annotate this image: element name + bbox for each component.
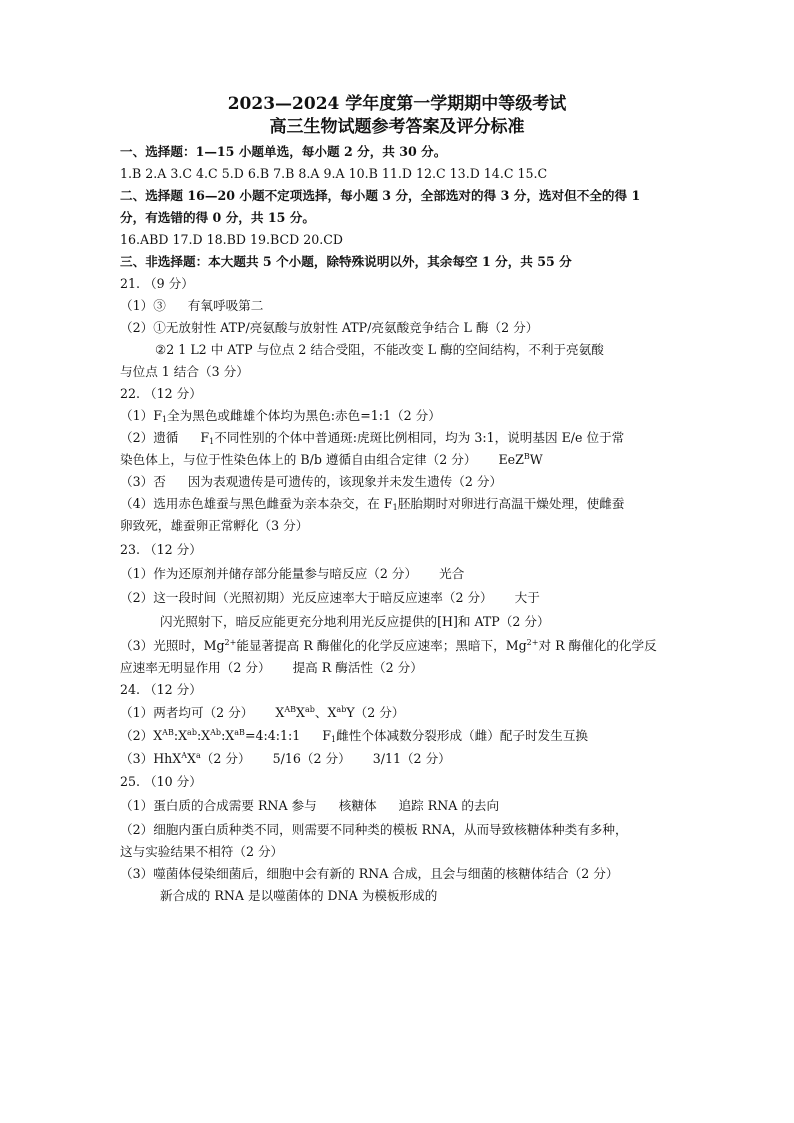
q22-part3-b: 因为表观遗传是可遗传的，该现象并未发生遗传（2 分） <box>187 474 503 489</box>
q22-part2-cont <box>120 451 543 469</box>
q22-part4-sub: 1 <box>392 503 398 512</box>
q22-part1-sub: 1 <box>161 415 168 424</box>
q22-part1-a: （1）F <box>120 408 162 423</box>
q24-p2-c: :X <box>196 728 211 743</box>
q25-part1-b: 核糖体 <box>338 798 377 813</box>
q23-part2-a: （2）这一段时间（光照初期）光反应速率大于暗反应速率（2 分） <box>120 590 493 605</box>
q24-geno-y: Y（2 分） <box>346 705 405 720</box>
q24-part2 <box>120 727 588 745</box>
q21-header: 21. （9 分） <box>120 276 194 291</box>
q23-part3-a: （3）光照时，Mg <box>120 638 225 653</box>
q22-part1 <box>120 407 441 425</box>
q24-p2-b: :X <box>173 728 188 743</box>
q23-part2 <box>120 589 540 607</box>
q25-part3: （3）噬菌体侵染细菌后，细胞中会有新的 RNA 合成，且会与细菌的核糖体结合（2 分） <box>120 866 619 881</box>
q25-part3-cont: 新合成的 RNA 是以噬菌体的 DNA 为模板形成的 <box>160 888 438 903</box>
q24-geno-x2: X <box>296 705 305 720</box>
q24-p2-f: F <box>322 728 332 743</box>
q21-part2: （2）①无放射性 ATP/亮氨酸与放射性 ATP/亮氨酸竞争结合 L 酶（2 分） <box>120 320 539 335</box>
q24-p2-sup3: Ab <box>210 728 222 737</box>
q22-header: 22. （12 分） <box>120 386 202 401</box>
q22-genotype-b: W <box>529 452 543 467</box>
q25-part1-c: 追踪 RNA 的去向 <box>398 798 500 813</box>
q21-part2-cont: ②2 1 L2 中 ATP 与位点 2 结合受阻，不能改变 L 酶的空间结构，不利于亮氨酸 <box>155 342 604 357</box>
q23-part1-b: 光合 <box>439 566 465 581</box>
q23-part3-sup1: 2+ <box>224 638 237 647</box>
q22-part2 <box>120 429 624 447</box>
q23-part3-b: 能显著提高 R 酶催化的化学反应速率；黑暗下，Mg <box>236 638 527 653</box>
q24-p3-a: （3）HhX <box>120 751 182 766</box>
q22-part4-b: 胚胎期时对卵进行高温干燥处理，使雌蚕 <box>397 496 625 511</box>
q22-genotype-a: EeZ <box>498 452 524 467</box>
q24-geno-x1: X <box>275 705 285 720</box>
q22-part2-b: F <box>200 430 210 445</box>
q22-part4-a: （4）选用赤色雄蚕与黑色雌蚕为亲本杂交，在 F <box>120 496 393 511</box>
section3-heading: 三、非选择题：本大题共 5 个小题，除特殊说明以外，其余每空 1 分，共 55 分 <box>120 254 572 269</box>
q24-header: 24. （12 分） <box>120 682 202 697</box>
q24-part1-a: （1）两者均可（2 分） <box>120 705 254 720</box>
q24-geno-sup2: ab <box>304 705 315 714</box>
q25-part1 <box>120 797 499 815</box>
q22-part4 <box>120 495 624 513</box>
q24-p2-sup2: ab <box>187 728 197 737</box>
q23-part2-b: 大于 <box>514 590 540 605</box>
q22-genotype-sup: B <box>523 452 530 461</box>
q24-part3 <box>120 750 451 768</box>
q23-header: 23. （12 分） <box>120 542 202 557</box>
q24-p3-c: （2 分） <box>200 751 251 766</box>
q23-part2-cont: 闪光照射下，暗反应能更充分地利用光反应提供的[H]和 ATP（2 分） <box>160 614 550 629</box>
section1-answers: 1.B 2.A 3.C 4.C 5.D 6.B 7.B 8.A 9.A 10.B 11.D 12.C 13.D 14.C 15.C <box>120 166 548 181</box>
q23-part3-cont <box>120 659 423 677</box>
q22-part2-c: 不同性别的个体中普通斑:虎斑比例相同，均为 3:1，说明基因 E/e 位于常 <box>214 430 625 445</box>
q21-part1 <box>120 297 263 315</box>
q25-part2-cont: 这与实验结果不相符（2 分） <box>120 844 284 859</box>
section2-answers: 16.ABD 17.D 18.BD 19.BCD 20.CD <box>120 232 344 247</box>
q22-part3 <box>120 473 502 491</box>
q22-part2-cont-a: 染色体上，与位于性染色体上的 B/b 遵循自由组合定律（2 分） <box>120 452 477 467</box>
q24-p2-a: （2）X <box>120 728 163 743</box>
page-title: 2023—2024 学年度第一学期期中等级考试 <box>227 94 567 114</box>
q24-part1 <box>120 704 404 722</box>
section1-heading: 一、选择题：1—15 小题单选，每小题 2 分，共 30 分。 <box>120 144 447 159</box>
q24-p3-e: 3/11（2 分） <box>372 751 451 766</box>
q23-part1-a: （1）作为还原剂并储存部分能量参与暗反应（2 分） <box>120 566 418 581</box>
q25-header: 25. （10 分） <box>120 774 202 789</box>
q22-part2-a: （2）遗循 <box>120 430 179 445</box>
q25-part1-a: （1）蛋白质的合成需要 RNA 参与 <box>120 798 317 813</box>
q22-part2-sub: 1 <box>209 437 215 446</box>
q24-p2-g: 雌性个体减数分裂形成（雌）配子时发生互换 <box>336 728 588 743</box>
q24-p2-ratio: =4:4:1:1 <box>244 728 301 743</box>
section2-heading-line2: 分，有选错的得 0 分，共 15 分。 <box>120 210 315 225</box>
q23-part3-c: 对 R 酶催化的化学反 <box>538 638 657 653</box>
q22-part3-a: （3）否 <box>120 474 166 489</box>
q24-geno-x3: 、X <box>314 705 337 720</box>
q23-part1 <box>120 565 464 583</box>
q22-part4-cont: 卵致死，雄蚕卵正常孵化（3 分） <box>120 518 309 533</box>
section2-heading-line1: 二、选择题 16—20 小题不定项选择，每小题 3 分，全部选对的得 3 分，选对但不全的得 1 <box>120 188 641 203</box>
q24-geno-sup1: AB <box>284 705 296 714</box>
q24-p2-sup1: AB <box>162 728 174 737</box>
q24-p2-sub: 1 <box>331 735 337 744</box>
q24-p2-sup4: aB <box>234 728 245 737</box>
q21-part2-end: 与位点 1 结合（3 分） <box>120 364 249 379</box>
q25-part2: （2）细胞内蛋白质种类不同，则需要不同种类的模板 RNA，从而导致核糖体种类有多种， <box>120 822 628 837</box>
page-subtitle: 高三生物试题参考答案及评分标准 <box>269 117 525 137</box>
q23-part3-sup2: 2+ <box>526 638 539 647</box>
q24-p3-sup2: a <box>196 751 201 760</box>
q21-part1-answer: 有氧呼吸第二 <box>187 298 264 313</box>
q24-p2-d: :X <box>221 728 235 743</box>
q22-part1-b: 全为黑色或雌雄个体均为黑色:赤色=1:1（2 分） <box>167 408 441 423</box>
q23-part3-cont-a: 应速率无明显作用（2 分） <box>120 660 271 675</box>
q24-p3-b: X <box>187 751 197 766</box>
q21-part1-label: （1）③ <box>120 298 166 313</box>
q24-p3-d: 5/16（2 分） <box>272 751 351 766</box>
q23-part3 <box>120 637 657 655</box>
q24-p3-sup1: A <box>181 751 188 760</box>
q23-part3-cont-b: 提高 R 酶活性（2 分） <box>292 660 423 675</box>
q24-geno-sup3: ab <box>336 705 347 714</box>
